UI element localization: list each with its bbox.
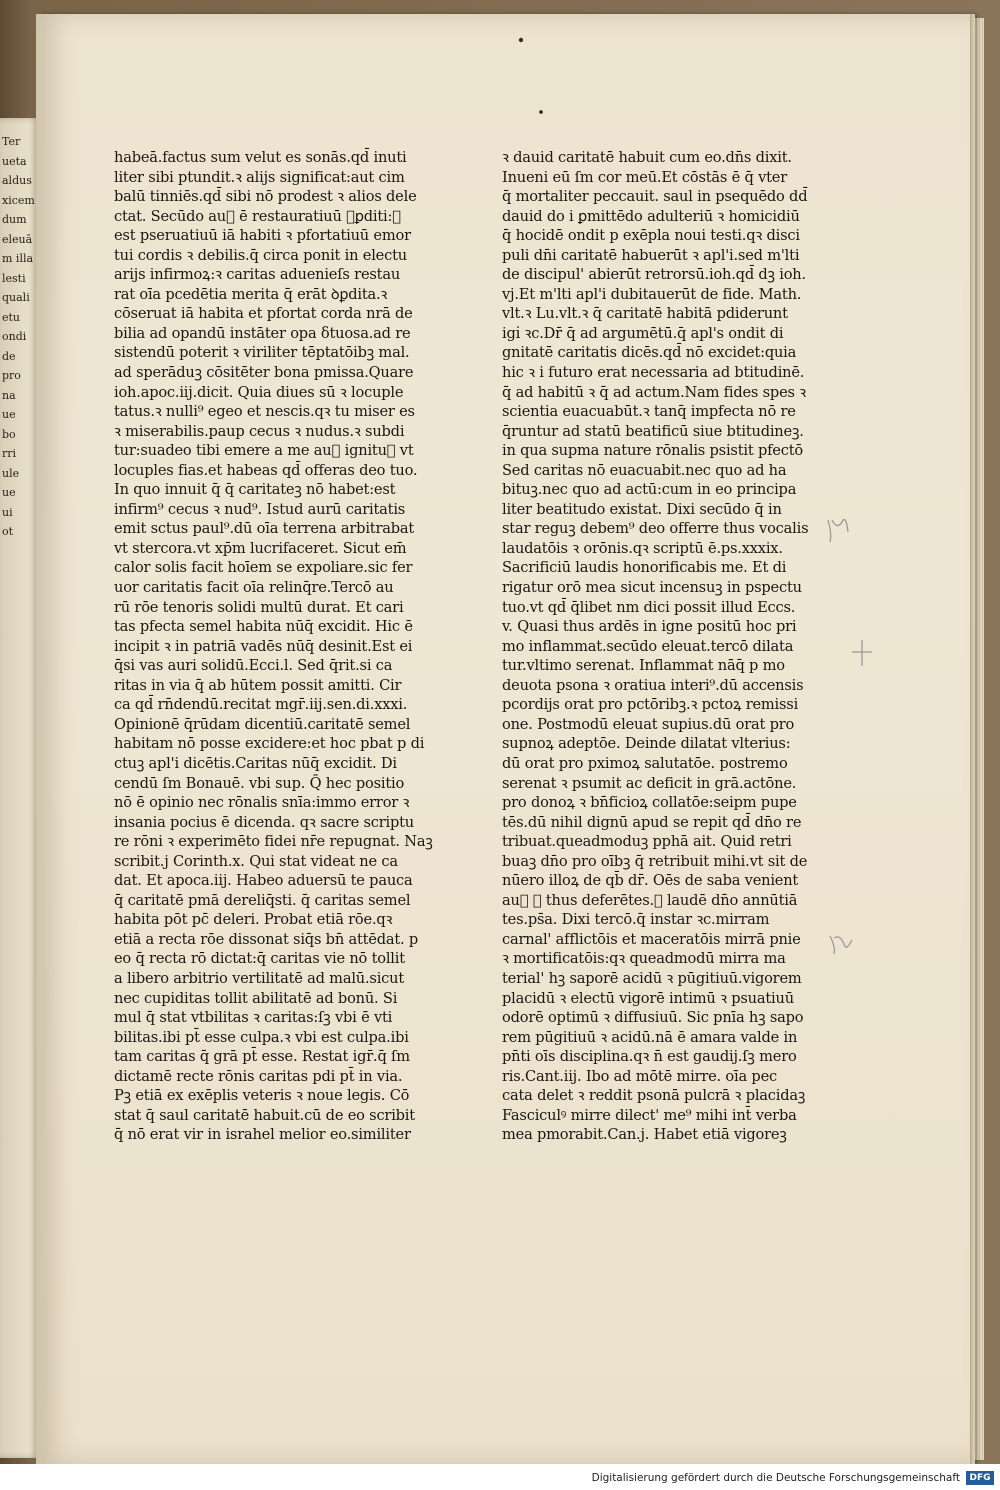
text-line: In quo innuit q̄ q̄ caritateꝫ nō habet:est xyxy=(114,481,396,499)
text-line: star reguꝫ debem⁹ deo offerre thus vocalis xyxy=(502,520,809,538)
previous-page-edge xyxy=(0,118,40,1458)
text-line: q̄ caritatē pmā dereliq̄sti. q̄ caritas semel xyxy=(114,891,411,909)
text-line: liter beatitudo existat. Dixi secūdo q̄ in xyxy=(502,500,782,518)
text-line: eo q̄ recta rō dictat:q̄ caritas vie nō tollit xyxy=(114,950,405,968)
text-line: ctat. Secūdo auᷓ ē restauratiuū ꝺꝑditi:ꝛ xyxy=(114,207,401,225)
text-line: placidū ꝛ electū vigorē intimū ꝛ psuatiuū xyxy=(502,989,794,1007)
text-line: tui cordis ꝛ debilis.q̄ circa ponit in electu xyxy=(114,246,407,264)
text-line: bituꝫ.nec quo ad actū:cum in eo principa xyxy=(502,481,797,499)
text-line: nūero illoꝝ de qb̄ dr̄. Oēs de saba venient xyxy=(502,872,799,890)
text-line: est pseruatiuū iā habiti ꝛ pfortatiuū emor xyxy=(114,227,411,245)
text-line: pro donoꝝ ꝛ bn̄ficioꝝ collatōe:seipm pupe xyxy=(502,794,797,812)
text-line: rigatur orō mea sicut incensuꝫ in pspectu xyxy=(502,579,802,597)
text-line: mea pmorabit.Can.j. Habet etiā vigoreꝫ xyxy=(502,1126,787,1144)
text-line: rū rōe tenoris solidi multū durat. Et cari xyxy=(114,598,404,616)
text-line: mul q̄ stat vtbilitas ꝛ caritas:ſꝫ vbi ē vti xyxy=(114,1009,393,1027)
text-line: ioh.apoc.iij.dicit. Quia diues sū ꝛ locuple xyxy=(114,383,404,401)
text-line: rem pūgitiuū ꝛ acidū.nā ē amara valde in xyxy=(502,1028,798,1046)
text-line: Fasciculꝰ mirre dilect' me⁹ mihi int̄ verba xyxy=(502,1106,797,1124)
text-line: gnitatē caritatis dicēs.qd̄ nō excidet:quia xyxy=(502,344,797,362)
text-line: ad sperāduꝫ cōsitēter bona pmissa.Quare xyxy=(114,364,414,382)
text-line: serenat ꝛ psumit ac deficit in grā.actōne. xyxy=(502,774,797,792)
text-line: ꝛ mortificatōis:qꝛ queadmodū mirra ma xyxy=(502,950,786,968)
text-column-left xyxy=(114,148,439,1145)
text-line: tas pfecta semel habita nūq̄ excidit. Hic ē xyxy=(114,618,413,636)
text-line: vlt.ꝛ Lu.vlt.ꝛ q̄ caritatē habitā pdiderunt xyxy=(502,305,788,323)
text-line: etiā a recta rōe dissonat siq̄s bn̄ attēdat. p xyxy=(114,930,419,948)
text-line: emit sctus paul⁹.dū oīa terrena arbitrabat xyxy=(114,520,415,538)
text-line: pcordijs orat pro pctōribꝫ.ꝛ pctoꝝ remissi xyxy=(502,696,799,714)
text-line: nec cupiditas tollit abilitatē ad bonū. Si xyxy=(114,989,398,1007)
text-line: tes.ps̄a. Dixi tercō.q̄ instar ꝛc.mirram xyxy=(502,911,770,929)
text-line: q̄ hocidē ondit p exēpla noui testi.qꝛ disci xyxy=(502,227,800,245)
margin-fragment: de xyxy=(2,349,16,363)
text-line: tuo.vt qd̄ q̄libet nm dici possit illud Eccs. xyxy=(502,598,796,616)
text-line: pn̄ti oīs disciplina.qꝛ n̄ est gaudij.ſꝫ mero xyxy=(502,1048,797,1066)
text-line: ritas in via q̄ ab hūtem possit amitti. Cir xyxy=(114,676,402,694)
text-line: Opinionē q̄rūdam dicentiū.caritatē semel xyxy=(114,715,411,733)
text-line: v. Quasi thus ardēs in igne positū hoc pri xyxy=(502,618,797,636)
margin-fragment: etu xyxy=(2,310,21,324)
text-line: tur:suadeo tibi emere a me auᷓ ignituꝫ vt xyxy=(114,442,414,460)
text-line: tēs.dū nihil dignū apud se repit qd̄ dn̄o re xyxy=(502,813,802,831)
dfg-logo xyxy=(966,1471,994,1485)
text-line: Sed caritas nō euacuabit.nec quo ad ha xyxy=(502,461,787,479)
text-line: liter sibi ptundit.ꝛ alijs significat:aut cim xyxy=(114,168,405,186)
text-line: buaꝫ dn̄o pro oībꝫ q̄ retribuit mihi.vt sit de xyxy=(502,852,808,870)
text-line: balū tinniēs.qd̄ sibi nō prodest ꝛ alios dele xyxy=(114,188,417,206)
text-line: Inueni eū ſm cor meū.Et cōstās ē q̄ vter xyxy=(502,168,788,186)
margin-fragment: xicem xyxy=(2,193,35,207)
text-line: dū orat pro pximoꝝ salutatōe. postremo xyxy=(502,754,788,772)
text-line: tatus.ꝛ nulli⁹ egeo et nescis.qꝛ tu miser es xyxy=(114,403,415,421)
text-line: dictamē recte rōnis caritas pdi pt̄ in via. xyxy=(114,1067,403,1085)
text-line: q̄si vas auri solidū.Ecci.l. Sed q̄rit.si ca xyxy=(114,657,393,675)
text-line: incipit ꝛ in patriā vadēs nūq̄ desinit.Est ei xyxy=(114,637,413,655)
text-line: deuota psona ꝛ oratiua interi⁹.dū accensis xyxy=(502,676,804,694)
text-line: one. Postmodū eleuat supius.dū orat pro xyxy=(502,715,795,733)
text-line: a libero arbitrio vertilitatē ad malū.sicut xyxy=(114,969,405,987)
text-line: arijs infirmoꝝ:ꝛ caritas aduenieſs restau xyxy=(114,266,401,284)
text-line: terial' hꝫ saporē acidū ꝛ pūgitiuū.vigorem xyxy=(502,969,802,987)
text-line: locuples fias.et habeas qd̄ offeras deo tuo. xyxy=(114,461,418,479)
text-line: bilitas.ibi pt̄ esse culpa.ꝛ vbi est culpa.ibi xyxy=(114,1028,409,1046)
margin-fragment: lesti xyxy=(2,271,26,285)
text-line: hic ꝛ i futuro erat necessaria ad btitudinē. xyxy=(502,364,805,382)
text-line: dauid do i ꝑmittēdo adulteriū ꝛ homicidiū xyxy=(502,207,800,225)
text-column-right xyxy=(502,148,827,1145)
margin-fragment: bo xyxy=(2,427,16,441)
margin-fragment: eleuā xyxy=(2,232,33,246)
margin-fragment: Ter xyxy=(2,135,21,148)
text-line: vt stercora.vt xp̄m lucrifaceret. Sicut em̄ xyxy=(114,539,407,557)
text-line: scientia euacuabūt.ꝛ tanq̄ impfecta nō re xyxy=(502,403,796,421)
text-line: auᷓ ꝛ thus deferētes.ꝛ laudē dn̄o annūtiā xyxy=(502,891,798,909)
text-line: vj.Et m'lti apl'i dubitauerūt de fide. Math. xyxy=(502,285,802,303)
text-line: rat oīa pcedētia merita q̄ erāt ꝺꝑdita.ꝛ xyxy=(114,285,388,303)
footer-bar xyxy=(0,1464,1000,1490)
margin-fragment: aldus xyxy=(2,174,32,187)
text-line: cendū ſm Bonauē. vbi sup. Q̄ hec positio xyxy=(114,774,405,792)
text-line: igi̇ ꝛc.Dr̄ q̄ ad argumētū.q̄ apl's ondit di xyxy=(502,324,784,342)
text-line: tribuat.queadmoduꝫ pphā ait. Quid retri xyxy=(502,833,792,851)
margin-fragment: pro xyxy=(2,369,21,382)
margin-fragment: m illa xyxy=(2,252,34,265)
text-line: de discipul' abierūt retrorsū.ioh.qd̄ dꝫ ioh. xyxy=(502,266,806,284)
text-line: re rōni ꝛ experimēto fidei nr̄e repugnat. Naꝫ xyxy=(114,833,433,851)
text-line: mo inflammat.secūdo eleuat.tercō dilata xyxy=(502,637,794,655)
margin-fragment: ui xyxy=(2,505,13,519)
text-line: q̄ nō erat vir in israhel melior eo.similiter xyxy=(114,1126,411,1144)
text-line: ꝛ miserabilis.paup cecus ꝛ nudus.ꝛ subdi xyxy=(114,422,405,440)
text-line: ca qd̄ rn̄dendū.recitat mgr̄.iij.sen.di.xxxi. xyxy=(114,696,408,714)
text-line: stat q̄ saul caritatē habuit.cū de eo scribit xyxy=(114,1106,415,1124)
text-line: laudatōis ꝛ orōnis.qꝛ scriptū ē.ps.xxxix. xyxy=(502,539,783,557)
margin-fragment: na xyxy=(2,388,16,402)
text-line: puli dn̄i caritatē habuerūt ꝛ apl'i.sed m'lti xyxy=(502,246,800,264)
text-line: ctuꝫ apl'i dicētis.Caritas nūq̄ excidit. Di xyxy=(114,754,397,772)
text-line: insania pocius ē dicenda. qꝛ sacre scriptu xyxy=(114,813,414,831)
text-line: tam caritas q̄ grā pt̄ esse. Restat igr̄.q̄ ſm xyxy=(114,1048,410,1066)
text-line: ꝛ dauid caritatē habuit cum eo.dn̄s dixit. xyxy=(502,149,792,166)
text-line: Sacrificiū laudis honorificabis me. Et di xyxy=(502,559,787,577)
dfg-logo-text: DFG xyxy=(969,1473,991,1483)
text-line: infirm⁹ cecus ꝛ nud⁹. Istud aurū caritatis xyxy=(114,500,406,518)
text-line: odorē optimū ꝛ diffusiuū. Sic pnīa hꝫ sapo xyxy=(502,1009,804,1027)
text-line: dat. Et apoca.iij. Habeo aduersū te pauca xyxy=(114,872,413,890)
text-line: nō ē opinio nec rōnalis snīa:immo error ꝛ xyxy=(114,794,410,812)
text-line: carnal' afflictōis et maceratōis mirrā pnie xyxy=(502,930,801,948)
margin-fragment: quali xyxy=(2,291,30,304)
margin-fragment: ondi xyxy=(2,330,27,343)
text-line: sistendū poterit ꝛ viriliter tēptatōibꝫ mal. xyxy=(114,344,410,362)
text-line: tur.vltimo serenat. Inflammat nāq̄ p mo xyxy=(502,657,785,675)
text-line: q̄ mortaliter peccauit. saul in psequēdo dd̄ xyxy=(502,188,808,206)
text-line: q̄ ad habitū ꝛ q̄ ad actum.Nam fides spes ꝛ xyxy=(502,383,806,401)
margin-fragment: rri xyxy=(2,447,17,460)
margin-fragment: ue xyxy=(2,408,16,421)
text-line: supnoꝝ adeptōe. Deinde dilatat vlterius: xyxy=(502,735,791,753)
margin-fragment: ue xyxy=(2,486,16,499)
text-line: Pꝫ etiā ex exēplis veteris ꝛ noue legis. Cō xyxy=(114,1087,410,1105)
text-line: scribit.j Corinth.x. Qui stat videat ne ca xyxy=(114,852,398,870)
text-line: habeā.factus sum velut es sonās.qd̄ inuti xyxy=(114,149,407,166)
text-line: cata delet ꝛ reddit psonā pulcrā ꝛ placidaꝫ xyxy=(502,1087,806,1105)
text-line: habita pōt pc̄ deleri. Probat etiā rōe.qꝛ xyxy=(114,911,393,929)
text-line: q̄runtur ad statū beatificū siue btitudineꝫ. xyxy=(502,422,804,440)
text-line: in qua supma nature rōnalis psistit pfectō xyxy=(502,442,803,460)
text-line: cōseruat iā habita et pfortat corda nrā de xyxy=(114,305,413,323)
text-line: habitam nō posse excidere:et hoc pbat p di xyxy=(114,735,425,753)
margin-fragment: ueta xyxy=(2,154,27,168)
text-line: uor caritatis facit oīa relinq̄re.Tercō au xyxy=(114,579,394,597)
margin-fragment: dum xyxy=(2,213,27,226)
text-line: calor solis facit hoīem se expoliare.sic fer xyxy=(114,559,413,577)
margin-fragment: ule xyxy=(2,466,20,480)
funding-credit: Digitalisierung gefördert durch die Deutsche Forschungsgemeinschaft xyxy=(591,1472,960,1484)
text-line: bilia ad opandū instāter opa ẟtuosa.ad re xyxy=(114,324,411,342)
text-line: ris.Cant.iij. Ibo ad mōtē mirre. oīa pec xyxy=(502,1067,777,1085)
margin-fragment: ot xyxy=(2,525,14,538)
